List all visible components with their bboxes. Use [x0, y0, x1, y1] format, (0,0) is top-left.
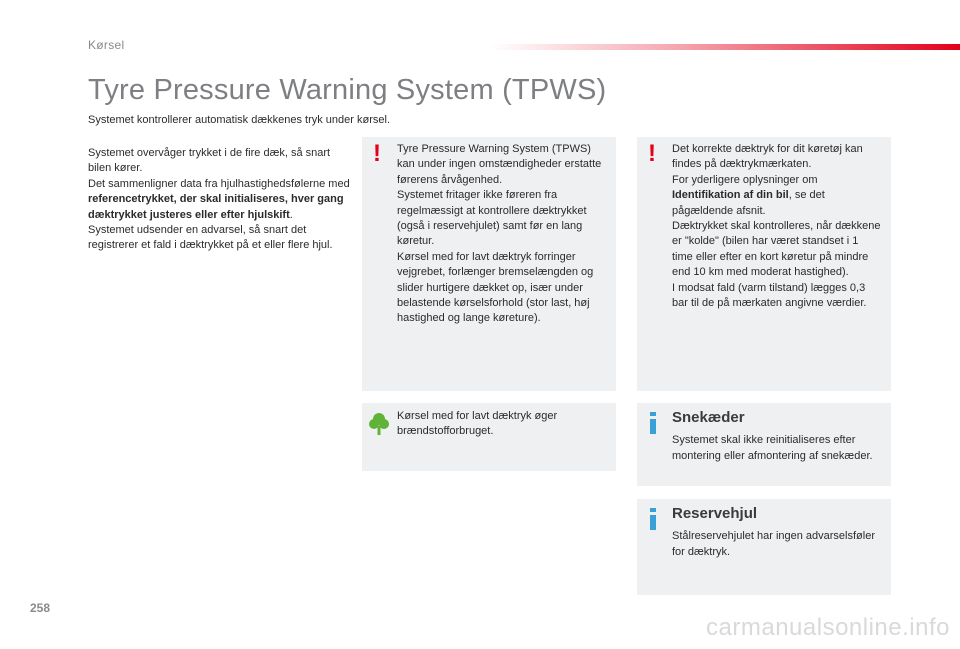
- warning-exclamation-icon: !: [648, 140, 656, 167]
- warning-box-tpws: [362, 137, 616, 391]
- warning-box-tyre-pressure: [637, 137, 891, 391]
- eco-tree-icon: [369, 412, 389, 436]
- eco-text: Kørsel med for lavt dæktryk øger brændstofforbruget.: [397, 410, 558, 438]
- watermark: carmanualsonline.info: [706, 614, 950, 641]
- identification-reference: Identifikation af din bil: [672, 189, 789, 202]
- page-number: 258: [30, 601, 51, 615]
- snow-chains-heading: Snekæder: [672, 409, 745, 426]
- spare-wheel-box: [637, 499, 891, 595]
- section-label: Kørsel: [88, 38, 125, 52]
- header-accent-bar: [490, 44, 960, 50]
- info-icon: [649, 508, 657, 530]
- description-line: Systemet udsender en advarsel, så snart det registrerer et fald i dæktrykket på et eller flere hjul.: [88, 224, 333, 252]
- snow-chains-text: Systemet skal ikke reinitialiseres efter montering eller afmontering af snekæder.: [672, 434, 873, 462]
- warning-exclamation-icon: !: [373, 140, 381, 167]
- spare-wheel-text: Stålreservehjulet har ingen advarselsføler for dæktryk.: [672, 530, 875, 558]
- eco-box: [362, 403, 616, 471]
- warning-box-text: Det korrekte dæktryk for dit køretøj kan findes på dæktrykmærkaten. For yderligere oplysninger om Identifikation af din bil, se det pågældende afsnit. Dæktrykket skal kontrolleres, når dækkene er "kolde" (bilen har været standset i 1 time eller efter en kort køretur på mindre end 10 km med moderat hastighed). I modsat fald (varm tilstand) lægges 0,3 bar til de på mærkaten angivne værdier.: [672, 143, 881, 310]
- tpws-description: [88, 146, 350, 254]
- intro-text: Systemet kontrollerer automatisk dækkenes tryk under kørsel.: [88, 114, 391, 126]
- description-line: Det sammenligner data fra hjulhastighedsfølerne med referencetrykket, der skal initialiseres, hver gang dæktrykket justeres eller efter hjulskift.: [88, 177, 350, 221]
- page-title: Tyre Pressure Warning System (TPWS): [88, 74, 607, 106]
- snow-chains-box: [637, 403, 891, 486]
- description-line: Systemet overvåger trykket i de fire dæk, så snart bilen kører.: [88, 147, 331, 175]
- spare-wheel-heading: Reservehjul: [672, 505, 758, 522]
- info-icon: [649, 412, 657, 434]
- reference-pressure-emphasis: referencetrykket, der skal initialiseres, hver gang dæktrykket justeres eller efter hjulskift: [88, 193, 344, 221]
- warning-box-text: Tyre Pressure Warning System (TPWS) kan under ingen omstændigheder erstatte førerens årvågenhed. Systemet fritager ikke føreren fra regelmæssigt at kontrollere dæktrykket (også i reservehjulet) samt før en lang køretur. Kørsel med for lavt dæktryk forringer vejgrebet, forlænger bremselængden og slider hurtigere dækket op, især under belastende kørselsforhold (stor last, høj hastighed og lange køreture).: [397, 143, 602, 325]
